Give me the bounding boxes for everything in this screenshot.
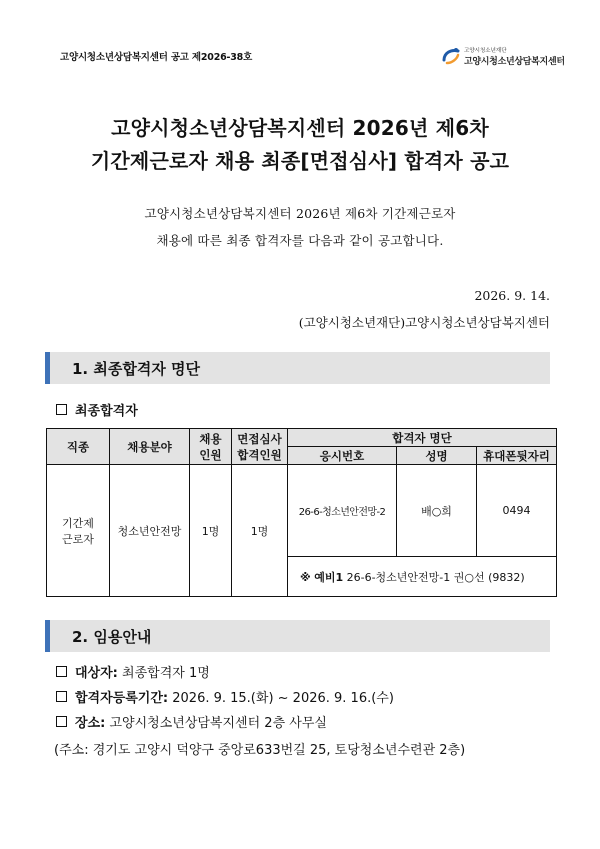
th-field: 채용분야 xyxy=(110,429,190,465)
page-title-line1: 고양시청소년상담복지센터 2026년 제6차 xyxy=(111,116,489,140)
intro-line1: 고양시청소년상담복지센터 2026년 제6차 기간제근로자 xyxy=(144,206,456,221)
cell-application-number: 26-6-청소년안전망-2 xyxy=(288,465,397,557)
section-2-title: 2. 임용안내 xyxy=(72,628,152,646)
cell-name: 배○희 xyxy=(397,465,477,557)
cell-phone: 0494 xyxy=(477,465,557,557)
logo-mark-icon xyxy=(440,45,462,67)
table-row xyxy=(47,465,557,557)
page-title-line2: 기간제근로자 채용 최종[면접심사] 합격자 공고 xyxy=(90,149,510,173)
intro-line2: 채용에 따른 최종 합격자를 다음과 같이 공고합니다. xyxy=(156,233,444,248)
reserve-note: ※ 예비1 26-6-청소년안전망-1 권○선 (9832) xyxy=(288,557,557,597)
subheading-label: 최종합격자 xyxy=(75,404,138,419)
list-item: 대상자: 최종합격자 1명 xyxy=(56,662,210,681)
venue-address: (주소: 경기도 고양시 덕양구 중앙로633번길 25, 토당청소년수련관 2층) xyxy=(54,743,466,758)
list-item: 장소: 고양시청소년상담복지센터 2층 사무실 xyxy=(56,712,327,731)
th-passer-list: 합격자 명단 xyxy=(288,429,557,447)
th-interview-passed: 면접심사 합격인원 xyxy=(232,429,288,465)
checkbox-square-icon xyxy=(56,666,67,677)
notice-number: 고양시청소년상담복지센터 공고 제2026-38호 xyxy=(60,52,253,63)
cell-job-type: 기간제 근로자 xyxy=(47,465,110,597)
th-name: 성명 xyxy=(397,447,477,465)
checkbox-square-icon xyxy=(56,716,67,727)
section-2-header xyxy=(45,620,550,652)
logo-small-text: 고양시청소년재단 xyxy=(464,48,507,54)
checkbox-square-icon xyxy=(56,404,67,415)
notice-date: 2026. 9. 14. xyxy=(474,288,550,303)
cell-hired: 1명 xyxy=(190,465,232,597)
logo-org-name: 고양시청소년상담복지센터 xyxy=(464,57,565,67)
cell-passed: 1명 xyxy=(232,465,288,597)
results-table xyxy=(46,428,557,597)
th-application-number: 응시번호 xyxy=(288,447,397,465)
th-phone-last-digits: 휴대폰뒷자리 xyxy=(477,447,557,465)
cell-field: 청소년안전망 xyxy=(110,465,190,597)
subheading-final-passers xyxy=(56,400,138,419)
list-item: 합격자등록기간: 2026. 9. 15.(화) ~ 2026. 9. 16.(수) xyxy=(56,687,394,706)
th-job-type: 직종 xyxy=(47,429,110,465)
section-1-header xyxy=(45,352,550,384)
th-hired: 채용 인원 xyxy=(190,429,232,465)
issuer: (고양시청소년재단)고양시청소년상담복지센터 xyxy=(298,315,550,330)
section-1-title: 1. 최종합격자 명단 xyxy=(72,360,201,378)
org-logo xyxy=(440,44,565,68)
checkbox-square-icon xyxy=(56,691,67,702)
